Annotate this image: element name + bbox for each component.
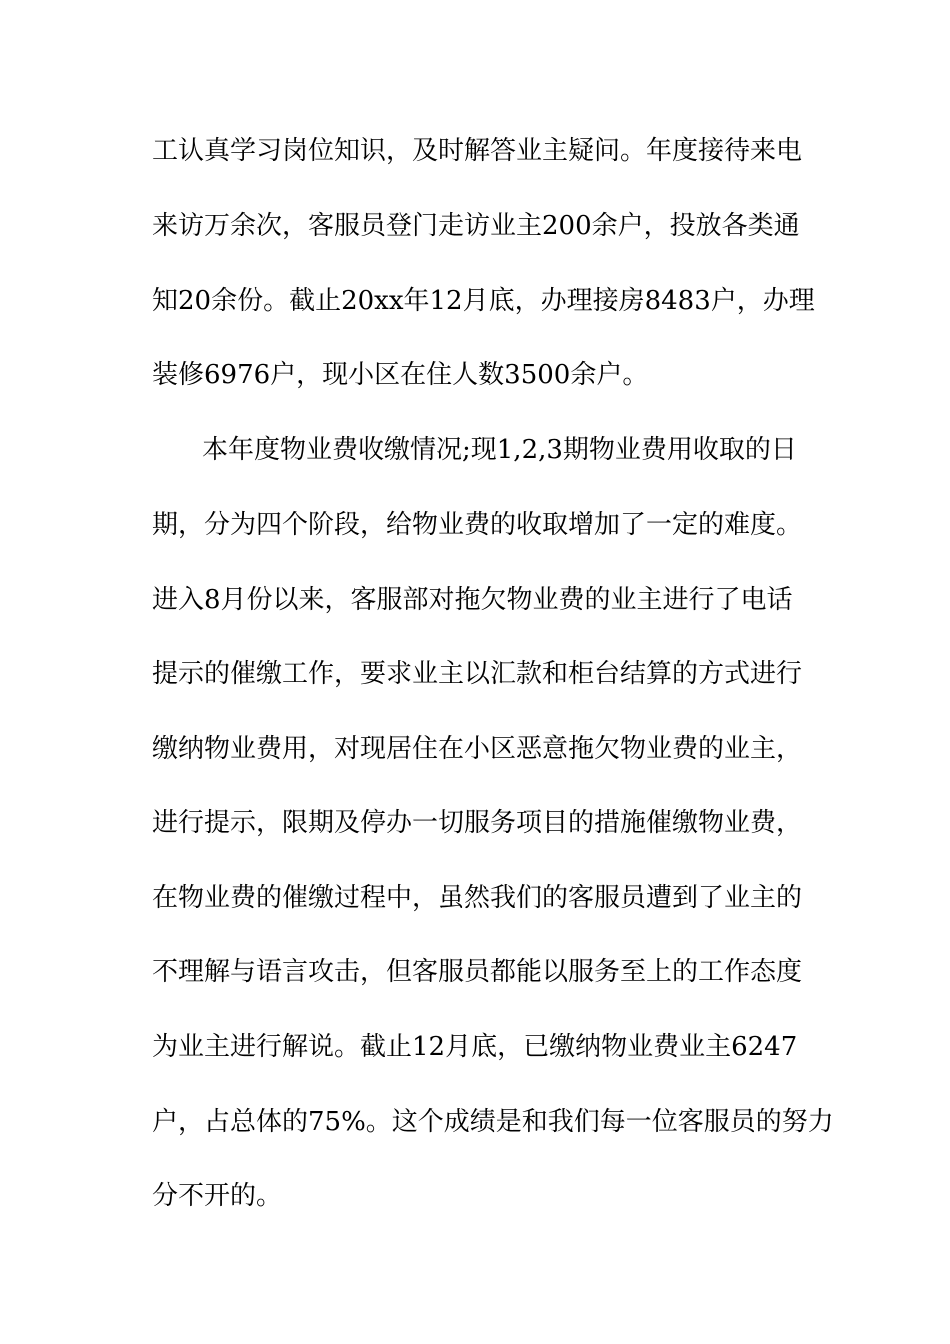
text-line-12: 不理解与语言攻击，但客服员都能以服务至上的工作态度: [152, 957, 803, 987]
text-line-14: 户，占总体的75%。这个成绩是和我们每一位客服员的努力: [152, 1107, 834, 1137]
text-line-3: 知20余份。截止20xx年12月底，办理接房8483户，办理: [152, 286, 815, 316]
text-line-6: 期，分为四个阶段，给物业费的收取增加了一定的难度。: [152, 510, 803, 540]
paragraph-start-line: 本年度物业费收缴情况;现1,2,3期物业费用收取的日: [202, 435, 797, 465]
text-line-15: 分不开的。: [152, 1181, 283, 1211]
text-line-10: 进行提示，限期及停办一切服务项目的措施催缴物业费，: [152, 808, 803, 838]
text-line-1: 工认真学习岗位知识，及时解答业主疑问。年度接待来电: [152, 136, 803, 166]
text-line-7: 进入8月份以来，客服部对拖欠物业费的业主进行了电话: [152, 585, 793, 615]
text-line-4: 装修6976户，现小区在住人数3500余户。: [152, 360, 649, 390]
text-line-2: 来访万余次，客服员登门走访业主200余户，投放各类通: [152, 211, 800, 241]
text-line-9: 缴纳物业费用，对现居住在小区恶意拖欠物业费的业主，: [152, 734, 803, 764]
text-line-8: 提示的催缴工作，要求业主以汇款和柜台结算的方式进行: [152, 659, 803, 689]
text-line-13: 为业主进行解说。截止12月底，已缴纳物业费业主6247: [152, 1032, 798, 1062]
text-line-11: 在物业费的催缴过程中，虽然我们的客服员遭到了业主的: [152, 883, 803, 913]
